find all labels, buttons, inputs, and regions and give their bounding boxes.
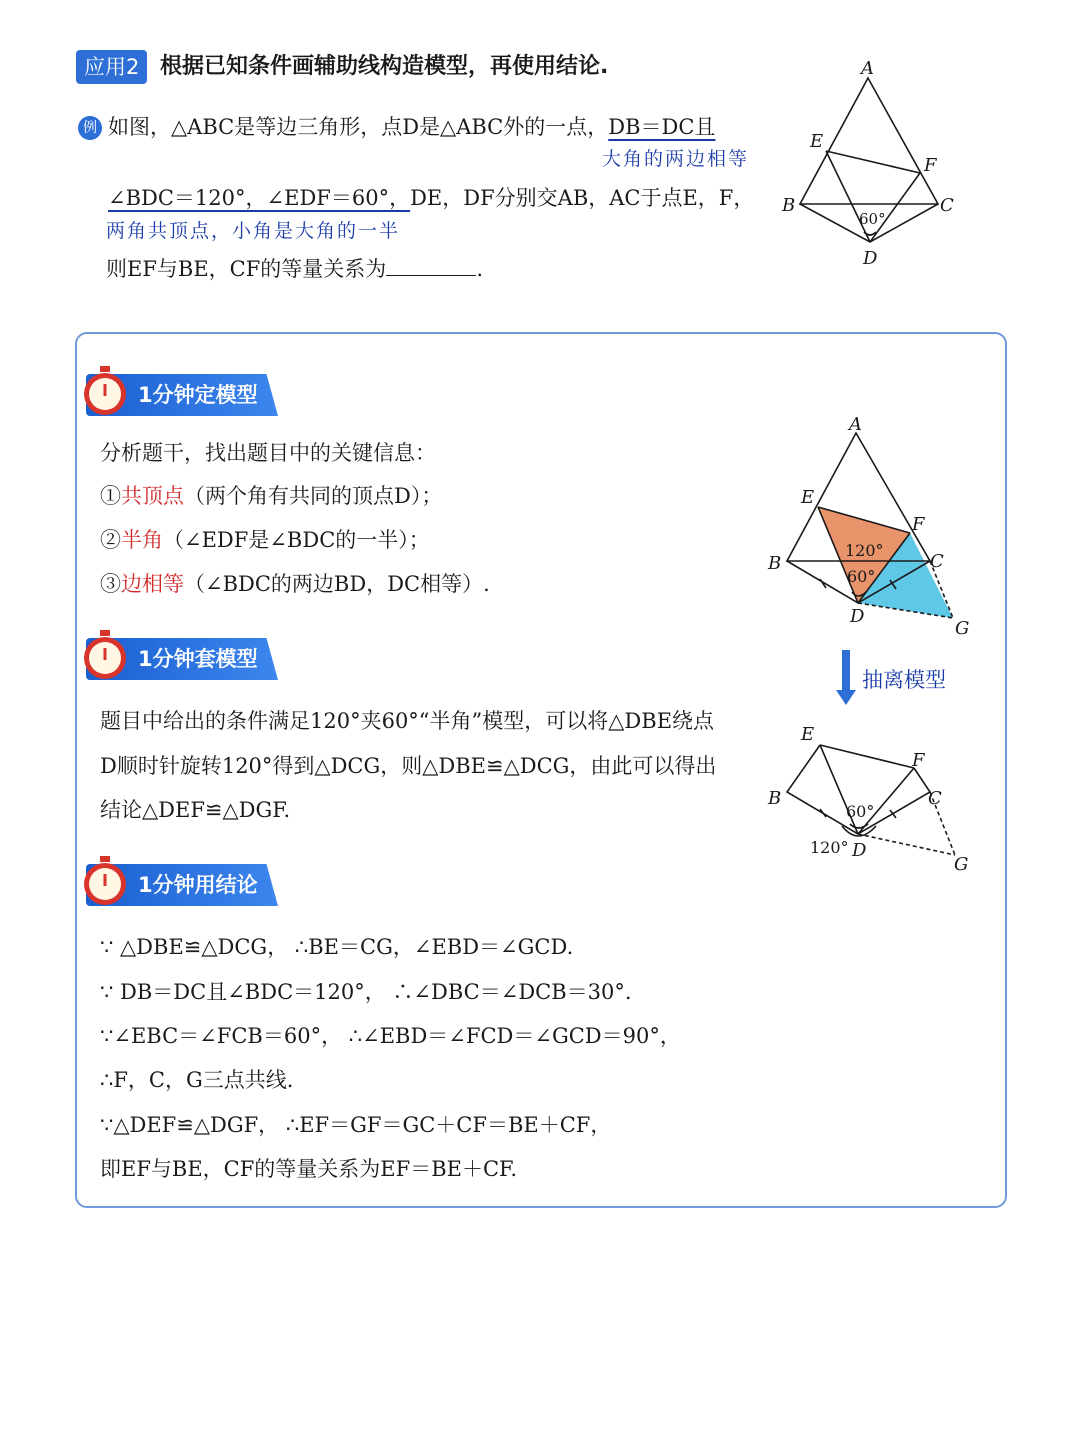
application-tag: 应用2 <box>76 50 147 84</box>
label-f: F <box>924 155 937 176</box>
label-b: B <box>768 553 782 574</box>
segment-ef <box>826 151 920 173</box>
key-point-2-num: ② <box>100 528 121 552</box>
label-c: C <box>928 788 942 809</box>
angle-label-60: 60° <box>846 802 875 821</box>
section1-intro: 分析题干，找出题目中的关键信息： <box>100 441 436 465</box>
section-badge-1 <box>66 372 280 418</box>
segment-df <box>858 768 914 834</box>
stopwatch-icon <box>80 630 130 680</box>
section2-line-1: 题目中给出的条件满足120°夹60°“半角”模型，可以将△DBE绕点 <box>100 709 715 733</box>
segment-df <box>870 173 920 242</box>
extract-model-label: 抽离模型 <box>862 668 946 692</box>
segment-ef <box>820 745 914 768</box>
angle-label-120: 120° <box>810 838 849 857</box>
example-line-3 <box>106 253 483 284</box>
key-point-1 <box>100 481 442 511</box>
key-point-3-rest: （∠BDC的两边BD，DC相等）. <box>184 572 490 596</box>
label-f: F <box>912 750 925 771</box>
label-d: D <box>850 606 865 627</box>
example-line-1-underlined: DB＝DC且 <box>608 115 716 139</box>
section2-line-3: 结论△DEF≌△DGF. <box>100 798 291 822</box>
proof-line-1: ∵ △DBE≌△DCG， ∴BE＝CG，∠EBD＝∠GCD. <box>100 935 574 959</box>
key-point-3-key: 边相等 <box>121 572 184 596</box>
section-title-3: 1分钟用结论 <box>138 873 258 897</box>
label-e: E <box>801 724 815 745</box>
label-g: G <box>954 854 969 875</box>
answer-blank[interactable] <box>386 253 476 276</box>
annotation-note-1: 大角的两边相等 <box>602 148 750 170</box>
label-e: E <box>801 487 815 508</box>
example-line-1-text: 如图，△ABC是等边三角形，点D是△ABC外的一点， <box>108 115 609 139</box>
figure-3-diagram <box>760 720 980 875</box>
key-point-3 <box>100 569 490 599</box>
stopwatch-icon <box>80 366 130 416</box>
angle-label: 60° <box>859 210 886 228</box>
stopwatch-icon <box>80 856 130 906</box>
label-c: C <box>940 195 954 216</box>
section-title-2: 1分钟套模型 <box>138 647 258 671</box>
label-d: D <box>852 840 867 861</box>
segment-de <box>826 151 870 242</box>
label-f: F <box>912 514 925 535</box>
figure-1-diagram <box>770 50 970 275</box>
question-text: 则EF与BE，CF的等量关系为 <box>106 257 387 281</box>
label-c: C <box>930 551 944 572</box>
question-end: . <box>476 257 483 281</box>
figure-2-diagram <box>760 410 980 640</box>
page-heading: 根据已知条件画辅助线构造模型，再使用结论. <box>160 54 609 79</box>
proof-line-6: 即EF与BE，CF的等量关系为EF＝BE＋CF. <box>100 1157 518 1181</box>
section-badge-3 <box>66 862 280 908</box>
key-point-2-key: 半角 <box>121 528 163 552</box>
proof-line-2: ∵ DB＝DC且∠BDC＝120°， ∴∠DBC＝∠DCB＝30°. <box>100 980 632 1004</box>
annotation-note-2: 两角共顶点，小角是大角的一半 <box>106 220 401 242</box>
section2-line-2: D顺时针旋转120°得到△DCG，则△DBE≌△DCG，由此可以得出 <box>100 754 717 778</box>
label-a: A <box>849 414 862 435</box>
proof-line-4: ∴F，C，G三点共线. <box>100 1068 294 1092</box>
section-title-1: 1分钟定模型 <box>138 383 258 407</box>
label-b: B <box>782 195 796 216</box>
label-g: G <box>955 618 970 639</box>
example-line-2-underlined: ∠BDC＝120°，∠EDF＝60°， <box>108 186 411 210</box>
example-icon: 例 <box>78 116 102 140</box>
segment-dg <box>858 834 955 855</box>
down-arrow-icon <box>836 650 856 706</box>
key-point-2-rest: （∠EDF是∠BDC的一半）； <box>163 528 430 552</box>
angle-label-120: 120° <box>845 541 884 560</box>
label-a: A <box>861 58 874 79</box>
key-point-3-num: ③ <box>100 572 121 596</box>
proof-line-3: ∵∠EBC＝∠FCB＝60°， ∴∠EBD＝∠FCD＝∠GCD＝90°， <box>100 1024 681 1048</box>
example-line-1 <box>108 112 715 142</box>
label-d: D <box>863 248 878 269</box>
label-e: E <box>810 131 824 152</box>
key-point-1-rest: （两个角有共同的顶点D）； <box>184 484 443 508</box>
example-line-2-text: DE，DF分别交AB，AC于点E，F， <box>410 186 755 210</box>
key-point-1-key: 共顶点 <box>121 484 184 508</box>
angle-label-60: 60° <box>847 567 876 586</box>
key-point-1-num: ① <box>100 484 121 508</box>
section-badge-2 <box>66 636 280 682</box>
key-point-2 <box>100 525 430 555</box>
label-b: B <box>768 788 782 809</box>
example-line-2 <box>108 183 754 213</box>
proof-line-5: ∵△DEF≌△DGF， ∴EF＝GF＝GC＋CF＝BE＋CF， <box>100 1113 612 1137</box>
